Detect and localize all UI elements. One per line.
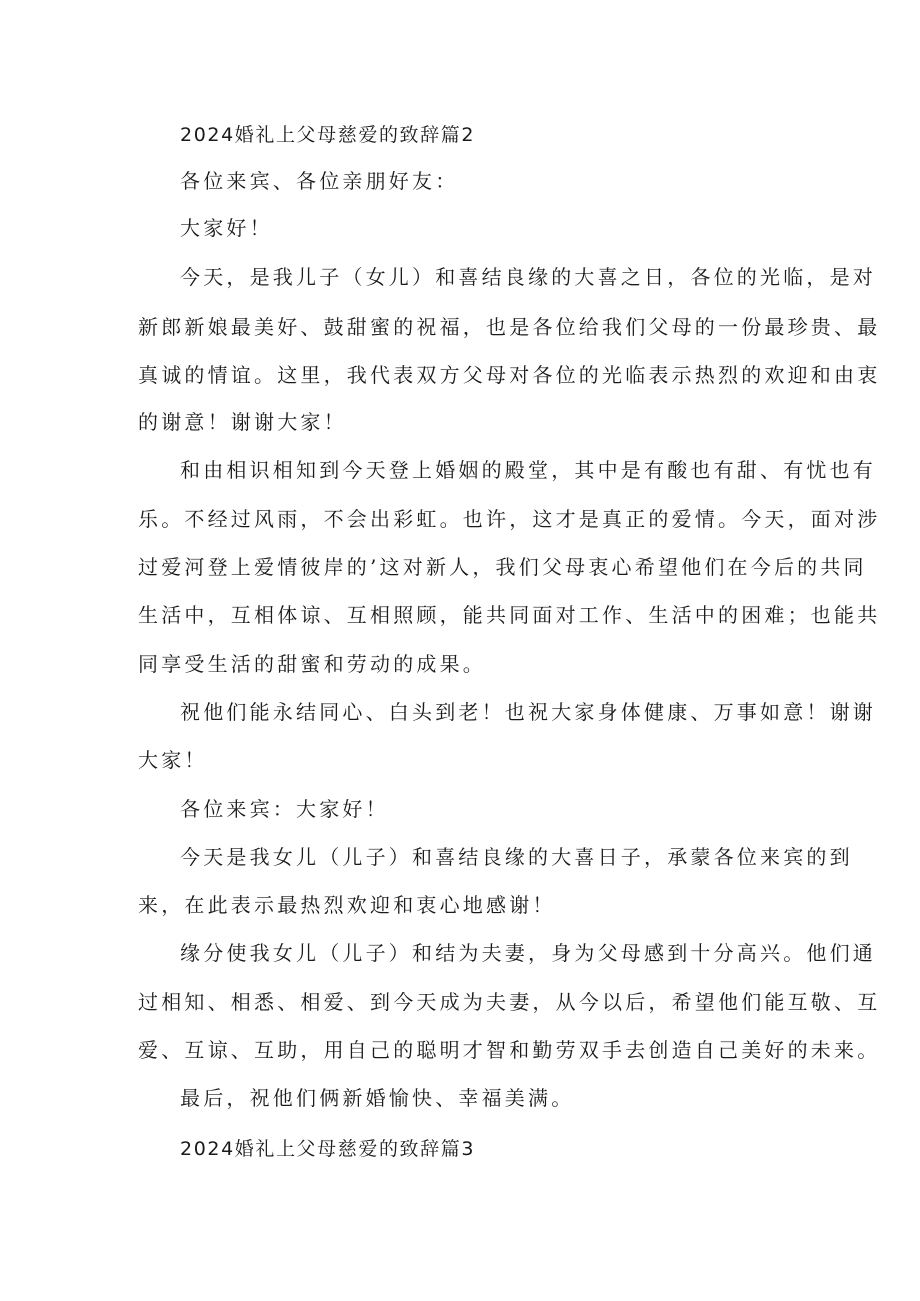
salutation: 各位来宾、各位亲朋好友： — [180, 169, 459, 193]
paragraph-line: 的谢意！谢谢大家！ — [138, 410, 347, 434]
paragraph-line: 过爱河登上爱情彼岸的’这对新人，我们父母衷心希望他们在今后的共同 — [138, 555, 867, 579]
salutation: 各位来宾：大家好！ — [180, 797, 389, 821]
paragraph-line: 大家！ — [138, 748, 208, 772]
paragraph-line: 爱、互谅、互助，用自己的聪明才智和勤劳双手去创造自己美好的未来。 — [138, 1038, 881, 1062]
paragraph-line: 祝他们能永结同心、白头到老！也祝大家身体健康、万事如意！谢谢 — [180, 700, 876, 724]
paragraph-line: 过相知、相悉、相爱、到今天成为夫妻，从今以后，希望他们能互敬、互 — [138, 990, 881, 1014]
paragraph-line: 今天，是我儿子（女儿）和喜结良缘的大喜之日，各位的光临，是对 — [180, 265, 876, 289]
paragraph-line: 同享受生活的甜蜜和劳动的成果。 — [138, 652, 486, 676]
paragraph-line: 最后，祝他们俩新婚愉快、幸福美满。 — [180, 1086, 575, 1110]
paragraph-line: 新郎新娘最美好、鼓甜蜜的祝福，也是各位给我们父母的一份最珍贵、最 — [138, 315, 881, 339]
paragraph-line: 真诚的情谊。这里，我代表双方父母对各位的光临表示热烈的欢迎和由衷 — [138, 363, 881, 387]
greeting: 大家好！ — [180, 216, 273, 240]
paragraph-line: 生活中，互相体谅、互相照顾，能共同面对工作、生活中的困难；也能共 — [138, 603, 881, 627]
paragraph-line: 缘分使我女儿（儿子）和结为夫妻，身为父母感到十分高兴。他们通 — [180, 941, 876, 965]
paragraph-line: 乐。不经过风雨，不会出彩虹。也许，这才是真正的爱情。今天，面对涉 — [138, 507, 881, 531]
paragraph-line: 来，在此表示最热烈欢迎和衷心地感谢！ — [138, 893, 556, 917]
paragraph-line: 和由相识相知到今天登上婚姻的殿堂，其中是有酸也有甜、有忧也有 — [180, 458, 876, 482]
paragraph-line: 今天是我女儿（儿子）和喜结良缘的大喜日子，承蒙各位来宾的到 — [180, 845, 853, 869]
section-heading: 2024婚礼上父母慈爱的致辞篇3 — [180, 1138, 476, 1160]
section-heading: 2024婚礼上父母慈爱的致辞篇2 — [180, 124, 476, 146]
